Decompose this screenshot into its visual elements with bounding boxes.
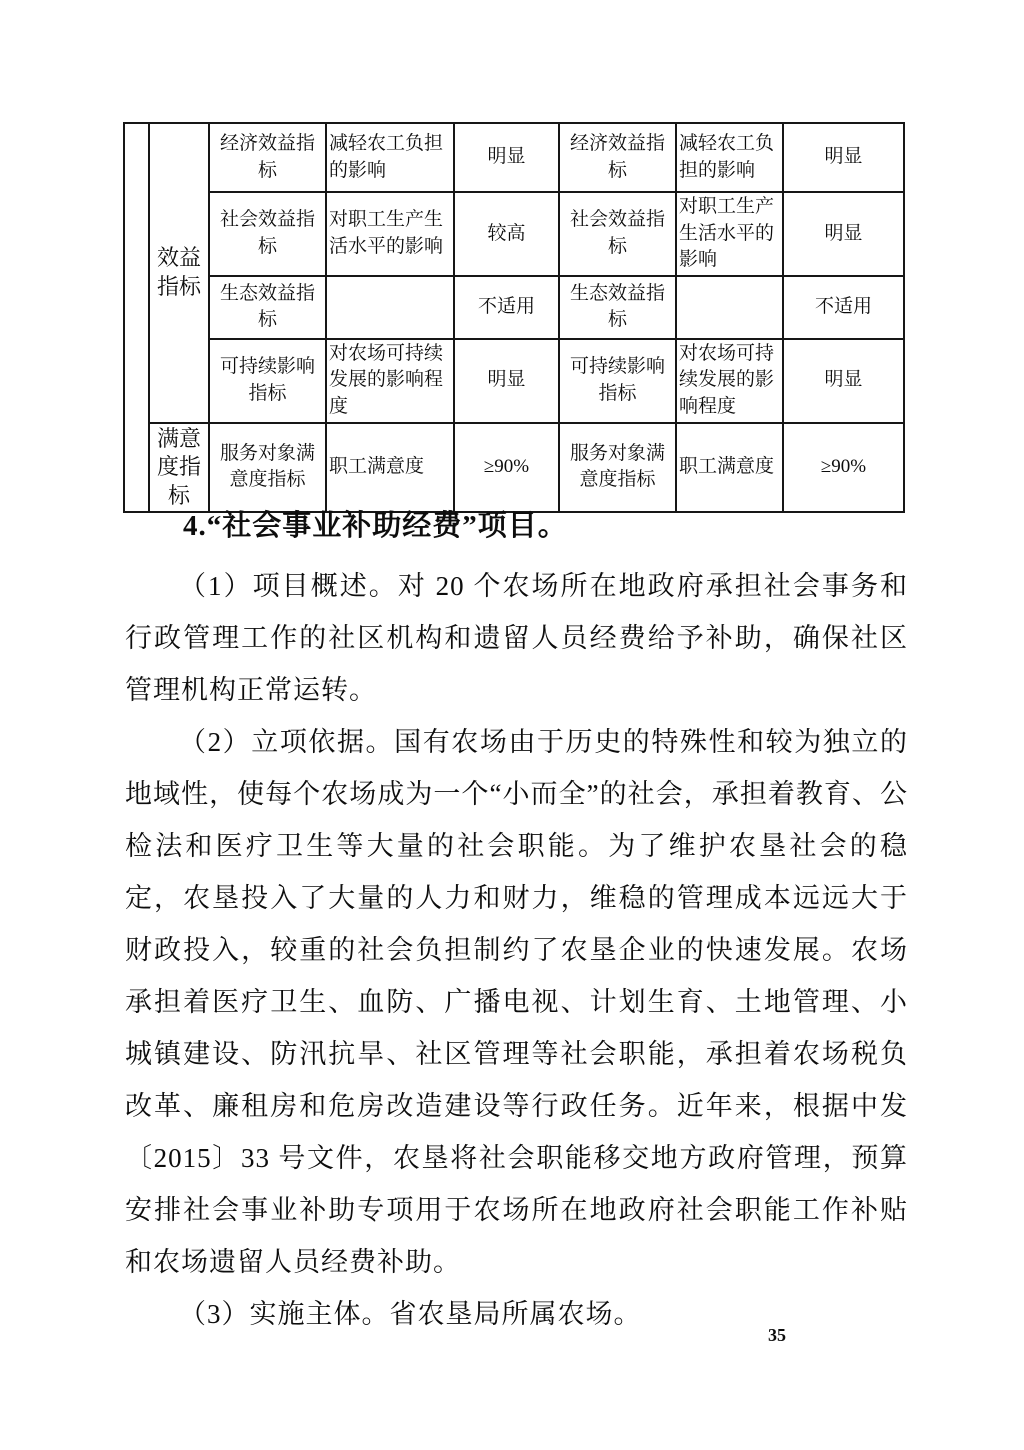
description-cell [676, 276, 783, 339]
indicator-cell: 服务对象满意度指标 [209, 423, 326, 513]
description-cell [326, 276, 454, 339]
value-cell: 明显 [783, 339, 904, 423]
indicator-cell: 社会效益指标 [209, 192, 326, 276]
indicator-cell: 生态效益指标 [559, 276, 676, 339]
description-cell: 对职工生产生活水平的影响 [326, 192, 454, 276]
description-cell: 对农场可持续发展的影响程度 [676, 339, 783, 423]
description-cell: 职工满意度 [326, 423, 454, 513]
description-cell: 对农场可持续发展的影响程度 [326, 339, 454, 423]
description-cell: 职工满意度 [676, 423, 783, 513]
description-cell: 减轻农工负担的影响 [676, 123, 783, 192]
description-cell: 减轻农工负担的影响 [326, 123, 454, 192]
paragraph-project-basis: （2）立项依据。国有农场由于历史的特殊性和较为独立的地域性，使每个农场成为一个“小而全”的社会，承担着教育、公检法和医疗卫生等大量的社会职能。为了维护农垦社会的稳定，农垦投入了大量的人力和财力，维稳的管理成本远远大于财政投入，较重的社会负担制约了农垦企业的快速发展。农场承担着医疗卫生、血防、广播电视、计划生育、土地管理、小城镇建设、防汛抗旱、社区管理等社会职能，承担着农场税负改革、廉租房和危房改造建设等行政任务。近年来，根据中发〔2015〕33 号文件，农垦将社会职能移交地方政府管理，预算安排社会事业补助专项用于农场所在地政府社会职能工作补贴和农场遗留人员经费补助。 [125, 727, 908, 1277]
value-cell: ≥90% [454, 423, 559, 513]
indicator-cell: 经济效益指标 [209, 123, 326, 192]
indicator-cell: 社会效益指标 [559, 192, 676, 276]
table-row [124, 192, 904, 276]
value-cell: 明显 [454, 339, 559, 423]
paragraph-project-overview: （1）项目概述。对 20 个农场所在地政府承担社会事务和行政管理工作的社区机构和遗留人员经费给予补助，确保社区管理机构正常运转。 [125, 571, 908, 705]
section-heading: 4.“社会事业补助经费”项目。 [183, 510, 568, 542]
value-cell: 较高 [454, 192, 559, 276]
description-cell: 对职工生产生活水平的影响 [676, 192, 783, 276]
empty-spanning-cell [124, 123, 149, 512]
table-row [124, 423, 904, 513]
indicator-table [123, 122, 905, 513]
indicator-cell: 可持续影响指标 [559, 339, 676, 423]
benefit-category-cell: 效益指标 [149, 123, 209, 423]
indicator-table-wrap [123, 122, 905, 513]
value-cell: 明显 [783, 192, 904, 276]
value-cell: 明显 [454, 123, 559, 192]
table-row [124, 123, 904, 192]
table-row [124, 276, 904, 339]
indicator-cell: 可持续影响指标 [209, 339, 326, 423]
value-cell: 不适用 [454, 276, 559, 339]
paragraph-implementing-body: （3）实施主体。省农垦局所属农场。 [179, 1299, 642, 1329]
indicator-cell: 经济效益指标 [559, 123, 676, 192]
value-cell: 明显 [783, 123, 904, 192]
value-cell: ≥90% [783, 423, 904, 513]
page-number: 35 [768, 1325, 786, 1345]
value-cell: 不适用 [783, 276, 904, 339]
indicator-cell: 服务对象满意度指标 [559, 423, 676, 513]
indicator-cell: 生态效益指标 [209, 276, 326, 339]
satisfaction-category-cell: 满意度指标 [149, 423, 209, 513]
table-row [124, 339, 904, 423]
body-content [125, 505, 908, 1340]
